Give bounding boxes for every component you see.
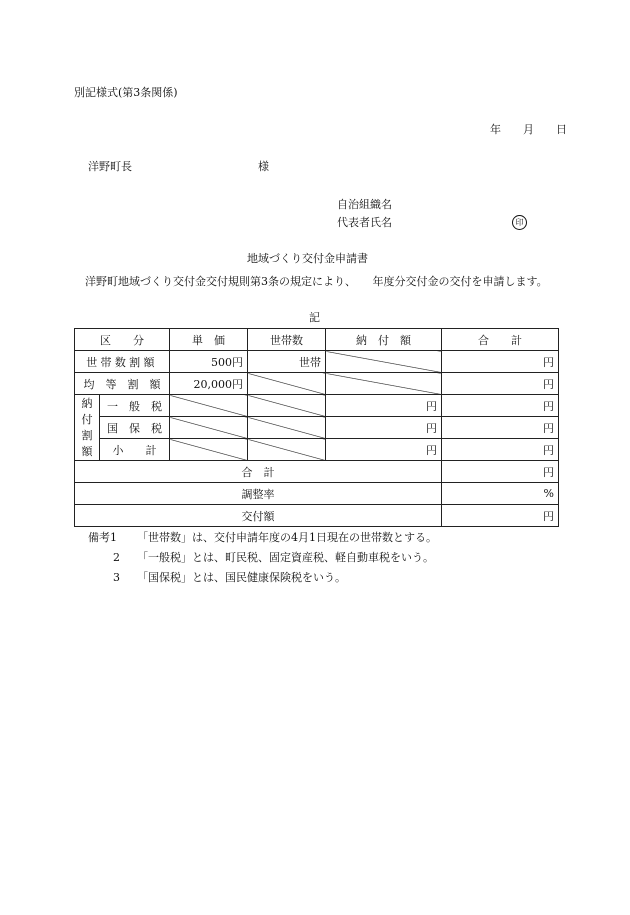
addressee-honorific: 様 [258,160,269,173]
gokei-setai-wari: 円 [442,351,559,373]
document-title: 地域づくり交付金申請書 [247,252,368,265]
label-adjust: 調整率 [75,483,442,505]
header-setai: 世帯数 [248,329,326,351]
application-table [74,328,559,527]
seal-mark: 印 [512,215,527,230]
row-setai-wari [75,351,559,373]
label-total: 合 計 [75,461,442,483]
setai-blank-ippan [248,395,326,417]
label-ippanzei: 一 般 税 [100,395,170,417]
header-kubun: 区 分 [75,329,170,351]
date-line: 年 月 日 [490,123,573,136]
label-grant: 交付額 [75,505,442,527]
gokei-ippanzei: 円 [442,395,559,417]
gokei-kokuhozei: 円 [442,417,559,439]
addressee-title: 洋野町長 [88,160,132,173]
nofu-blank-setai [326,351,442,373]
tanka-blank-kokuho [170,417,248,439]
label-setai-wari: 世帯数割額 [75,351,170,373]
setai-blank-kinto [248,373,326,395]
tanka-kinto-wari: 20,000円 [170,373,248,395]
note-1-num: 備考1 [88,531,117,544]
ki-heading: 記 [309,311,320,324]
group-char-1: 納 [81,396,93,410]
nofu-wari-group-label [75,395,100,461]
row-kokuhozei [75,417,559,439]
note-2-num: 2 [113,551,120,564]
note-3-text: 「国保税」とは、国民健康保険税をいう。 [137,571,346,584]
row-shokei [75,439,559,461]
form-label: 別記様式(第3条関係) [74,86,178,99]
value-adjust: % [442,483,559,505]
tanka-setai-wari: 500円 [170,351,248,373]
setai-blank-shokei [248,439,326,461]
nofu-ippanzei: 円 [326,395,442,417]
nofu-blank-kinto [326,373,442,395]
group-char-4: 額 [81,444,93,458]
table-header-row [75,329,559,351]
row-ippanzei [75,395,559,417]
row-adjust [75,483,559,505]
tanka-blank-shokei [170,439,248,461]
body-text: 洋野町地域づくり交付金交付規則第3条の規定により、 年度分交付金の交付を申請します。 [85,275,548,288]
note-1-text: 「世帯数」は、交付申請年度の4月1日現在の世帯数とする。 [137,531,437,544]
header-nofu: 納 付 額 [326,329,442,351]
representative-label: 代表者氏名 [337,216,392,229]
value-grant: 円 [442,505,559,527]
tanka-blank-ippan [170,395,248,417]
group-char-2: 付 [81,412,93,426]
note-3-num: 3 [113,571,120,584]
label-kokuhozei: 国 保 税 [100,417,170,439]
row-total [75,461,559,483]
gokei-shokei: 円 [442,439,559,461]
row-grant [75,505,559,527]
gokei-kinto-wari: 円 [442,373,559,395]
nofu-shokei: 円 [326,439,442,461]
value-total: 円 [442,461,559,483]
group-char-3: 割 [81,428,93,442]
header-tanka: 単 価 [170,329,248,351]
note-2-text: 「一般税」とは、町民税、固定資産税、軽自動車税をいう。 [137,551,434,564]
setai-blank-kokuho [248,417,326,439]
header-gokei: 合 計 [442,329,559,351]
label-kinto-wari: 均 等 割 額 [75,373,170,395]
setai-count-field: 世帯 [248,351,326,373]
org-name-label: 自治組織名 [337,198,392,211]
label-shokei: 小 計 [100,439,170,461]
row-kinto-wari [75,373,559,395]
nofu-kokuhozei: 円 [326,417,442,439]
